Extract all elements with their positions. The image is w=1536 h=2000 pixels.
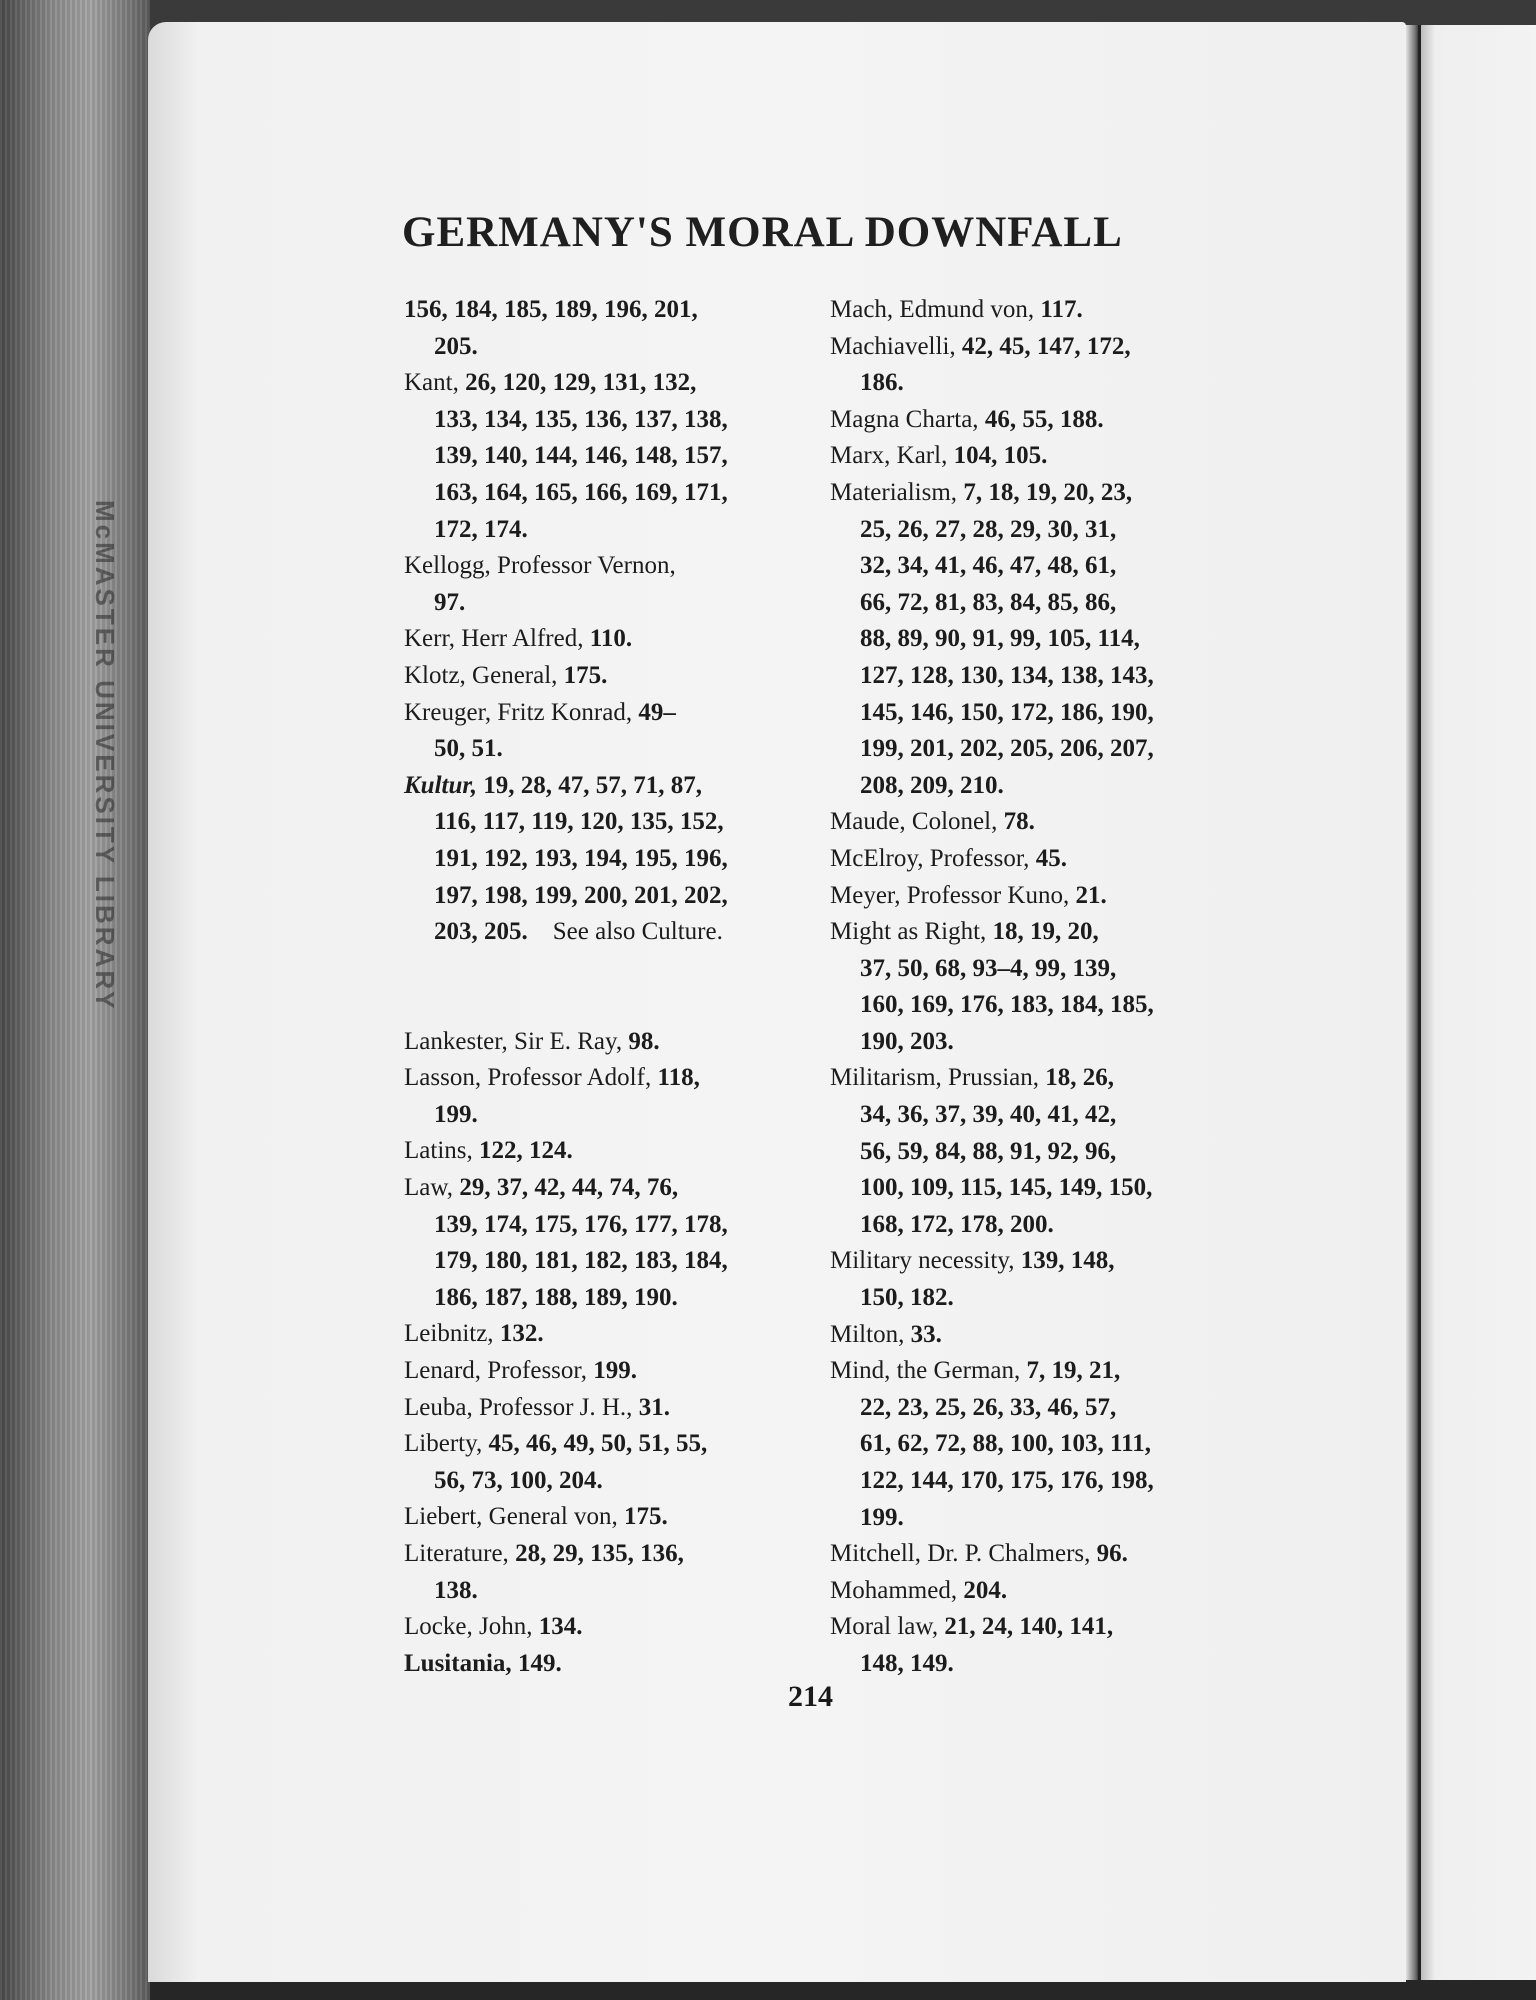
- index-entry: [830, 1573, 1230, 1610]
- page-references: 199.: [434, 1100, 478, 1128]
- page-references: 98.: [622, 1027, 660, 1055]
- index-term: Leibnitz,: [404, 1320, 494, 1348]
- index-term: Kellogg, Professor Vernon,: [404, 552, 676, 580]
- page-references: 132.: [493, 1320, 544, 1348]
- facing-page-edge: [1418, 25, 1536, 1980]
- index-entry: [830, 1317, 1230, 1354]
- page-references: 117.: [1034, 296, 1083, 323]
- page-references: 139, 174, 175, 176, 177, 178,: [434, 1210, 728, 1238]
- index-entry: [830, 1609, 1230, 1682]
- page-references: 21.: [1069, 881, 1107, 909]
- page-references: 31.: [632, 1393, 670, 1421]
- page-references: 116, 117, 119, 120, 135, 152,: [434, 808, 724, 836]
- index-term: Kerr, Herr Alfred,: [404, 625, 584, 653]
- page-references: 97.: [434, 588, 466, 616]
- page-gutter: [1405, 25, 1419, 1980]
- index-entry: [830, 292, 1230, 329]
- index-entry: [404, 621, 814, 658]
- index-entry: [404, 1316, 814, 1353]
- page-references: 26, 120, 129, 131, 132,: [458, 369, 697, 397]
- page-references: 78.: [997, 808, 1035, 836]
- index-entry: [404, 1024, 814, 1061]
- page-references: 199.: [860, 1503, 904, 1531]
- index-entry: [404, 658, 814, 695]
- index-term: Liberty,: [404, 1430, 483, 1458]
- page-references: 134.: [532, 1613, 583, 1641]
- page-references: 45, 46, 49, 50, 51, 55,: [482, 1430, 708, 1458]
- index-column-left: [404, 292, 814, 1682]
- page-references: 61, 62, 72, 88, 100, 103, 111,: [860, 1430, 1151, 1458]
- page-references: 150, 182.: [860, 1284, 954, 1312]
- page-references: 127, 128, 130, 134, 138, 143,: [860, 661, 1154, 689]
- index-entry: [830, 841, 1230, 878]
- page-references: 168, 172, 178, 200.: [860, 1210, 1054, 1238]
- index-entry: [404, 1609, 814, 1646]
- page-references: 18, 19, 20,: [986, 918, 1099, 946]
- index-term: Lasson, Professor Adolf,: [404, 1064, 652, 1092]
- index-entry: [830, 1353, 1230, 1536]
- index-term: Milton,: [830, 1320, 905, 1348]
- index-term: Latins,: [404, 1137, 473, 1165]
- index-term: McElroy, Professor,: [830, 844, 1030, 872]
- page-references: 66, 72, 81, 83, 84, 85, 86,: [860, 588, 1117, 616]
- index-entry: [830, 402, 1230, 439]
- index-entry: [404, 1390, 814, 1427]
- library-stamp: McMASTER UNIVERSITY LIBRARY: [90, 500, 120, 1012]
- index-entry: [404, 1426, 814, 1499]
- page-references: 163, 164, 165, 166, 169, 171,: [434, 478, 728, 506]
- page-references: 179, 180, 181, 182, 183, 184,: [434, 1247, 728, 1275]
- page-references: 110.: [583, 625, 633, 653]
- page-references: 34, 36, 37, 39, 40, 41, 42,: [860, 1101, 1117, 1129]
- index-entry: [830, 329, 1230, 402]
- page-references: 50, 51.: [434, 735, 503, 763]
- page-references: 197, 198, 199, 200, 201, 202,: [434, 881, 728, 909]
- index-entry: [830, 804, 1230, 841]
- index-term: Magna Charta,: [830, 405, 979, 433]
- index-entry: [830, 914, 1230, 1060]
- page-references: 56, 59, 84, 88, 91, 92, 96,: [860, 1137, 1117, 1165]
- index-term: Leuba, Professor J. H.,: [404, 1393, 633, 1421]
- page-references: 191, 192, 193, 194, 195, 196,: [434, 844, 728, 872]
- page-references: 203, 205.: [434, 918, 528, 946]
- index-term: Lusitania,: [404, 1649, 512, 1677]
- page-references: 204.: [957, 1576, 1008, 1604]
- page-references: 25, 26, 27, 28, 29, 30, 31,: [860, 515, 1117, 543]
- page-references: 186.: [860, 369, 904, 397]
- page-references: 88, 89, 90, 91, 99, 105, 114,: [860, 625, 1140, 653]
- page-references: 175.: [617, 1503, 668, 1531]
- index-term: Law,: [404, 1174, 454, 1202]
- page-references: 104, 105.: [947, 442, 1048, 470]
- index-entry: [404, 1060, 814, 1133]
- page-references: 37, 50, 68, 93–4, 99, 139,: [860, 954, 1117, 982]
- page-references: 145, 146, 150, 172, 186, 190,: [860, 698, 1154, 726]
- page-references: 156, 184, 185, 189, 196, 201,: [404, 296, 698, 323]
- index-term: Military necessity,: [830, 1247, 1015, 1275]
- index-term: Mach, Edmund von,: [830, 296, 1035, 323]
- index-entry: [830, 438, 1230, 475]
- index-term: Mitchell, Dr. P. Chalmers,: [830, 1540, 1091, 1568]
- index-entry: [404, 768, 814, 951]
- index-term: Kultur,: [404, 771, 477, 799]
- page-references: 7, 18, 19, 20, 23,: [957, 478, 1133, 506]
- page-references: 148, 149.: [860, 1649, 954, 1677]
- letter-section-gap: [404, 951, 814, 1024]
- index-term: Liebert, General von,: [404, 1503, 618, 1531]
- index-entry: [404, 1133, 814, 1170]
- index-term: Mohammed,: [830, 1576, 958, 1604]
- index-term: Lenard, Professor,: [404, 1357, 587, 1385]
- page-references: 56, 73, 100, 204.: [434, 1466, 603, 1494]
- index-entry: [830, 878, 1230, 915]
- page-references: 18, 26,: [1039, 1064, 1115, 1092]
- index-entry: [404, 1646, 814, 1683]
- page-references: 138.: [434, 1576, 478, 1604]
- page-references: 205.: [434, 332, 478, 360]
- index-term: Lankester, Sir E. Ray,: [404, 1027, 623, 1055]
- index-entry: [830, 1060, 1230, 1243]
- page-references: 190, 203.: [860, 1027, 954, 1055]
- index-term: Kant,: [404, 369, 459, 397]
- page-number: 214: [788, 1680, 833, 1713]
- book-page-edges: [0, 0, 150, 2000]
- index-term: Locke, John,: [404, 1613, 533, 1641]
- page-references: 199.: [586, 1357, 637, 1385]
- page-references: 160, 169, 176, 183, 184, 185,: [860, 991, 1154, 1019]
- page-references: 139, 148,: [1014, 1247, 1115, 1275]
- index-term: Marx, Karl,: [830, 442, 948, 470]
- index-entry: [404, 548, 814, 621]
- page-references: 21, 24, 140, 141,: [938, 1613, 1114, 1641]
- page-references: 186, 187, 188, 189, 190.: [434, 1283, 678, 1311]
- index-entry: [830, 1243, 1230, 1316]
- index-entry: [404, 1536, 814, 1609]
- page-references: 149.: [511, 1649, 562, 1677]
- page-references: 29, 37, 42, 44, 74, 76,: [453, 1174, 679, 1202]
- page-references: 32, 34, 41, 46, 47, 48, 61,: [860, 552, 1117, 580]
- index-entry: [404, 1170, 814, 1316]
- index-term: Literature,: [404, 1540, 509, 1567]
- index-term: Maude, Colonel,: [830, 808, 998, 836]
- page-references: 7, 19, 21,: [1020, 1357, 1121, 1385]
- index-entry: [404, 292, 814, 365]
- page-references: 118,: [651, 1064, 700, 1092]
- page-references: 100, 109, 115, 145, 149, 150,: [860, 1174, 1153, 1202]
- index-entry: [404, 1499, 814, 1536]
- page-references: 96.: [1090, 1540, 1128, 1568]
- page-references: 46, 55, 188.: [978, 405, 1104, 433]
- page-references: 199, 201, 202, 205, 206, 207,: [860, 735, 1154, 763]
- index-entry: [404, 365, 814, 548]
- page-references: 122, 124.: [472, 1137, 573, 1165]
- index-entry: [830, 475, 1230, 804]
- index-term: Meyer, Professor Kuno,: [830, 881, 1070, 909]
- index-entry: [404, 1353, 814, 1390]
- index-term: Moral law,: [830, 1613, 939, 1641]
- running-head: GERMANY'S MORAL DOWNFALL: [402, 209, 1123, 256]
- index-entry: [830, 1536, 1230, 1573]
- index-term: Klotz, General,: [404, 661, 558, 689]
- page-references: 33.: [904, 1320, 942, 1348]
- page-references: 42, 45, 147, 172,: [955, 332, 1131, 360]
- index-term: Might as Right,: [830, 918, 987, 946]
- index-term: Kreuger, Fritz Konrad,: [404, 698, 633, 726]
- page-references: 175.: [557, 661, 608, 689]
- page-references: 139, 140, 144, 146, 148, 157,: [434, 442, 728, 470]
- page-references: 208, 209, 210.: [860, 771, 1004, 799]
- index-term: Materialism,: [830, 478, 958, 506]
- page-references: 22, 23, 25, 26, 33, 46, 57,: [860, 1393, 1117, 1421]
- page-references: 122, 144, 170, 175, 176, 198,: [860, 1467, 1154, 1494]
- page-references: 133, 134, 135, 136, 137, 138,: [434, 405, 728, 433]
- page-references: 19, 28, 47, 57, 71, 87,: [476, 771, 702, 799]
- page-references: 28, 29, 135, 136,: [508, 1540, 684, 1567]
- page-references: 49–: [632, 698, 676, 726]
- index-entry: [404, 695, 814, 768]
- index-term: Machiavelli,: [830, 332, 956, 360]
- page-references: 45.: [1029, 844, 1067, 872]
- page-references: 172, 174.: [434, 515, 528, 543]
- cross-reference: See also Culture.: [552, 918, 723, 946]
- index-column-right: [830, 292, 1230, 1683]
- index-term: Militarism, Prussian,: [830, 1064, 1040, 1092]
- index-term: Mind, the German,: [830, 1357, 1021, 1385]
